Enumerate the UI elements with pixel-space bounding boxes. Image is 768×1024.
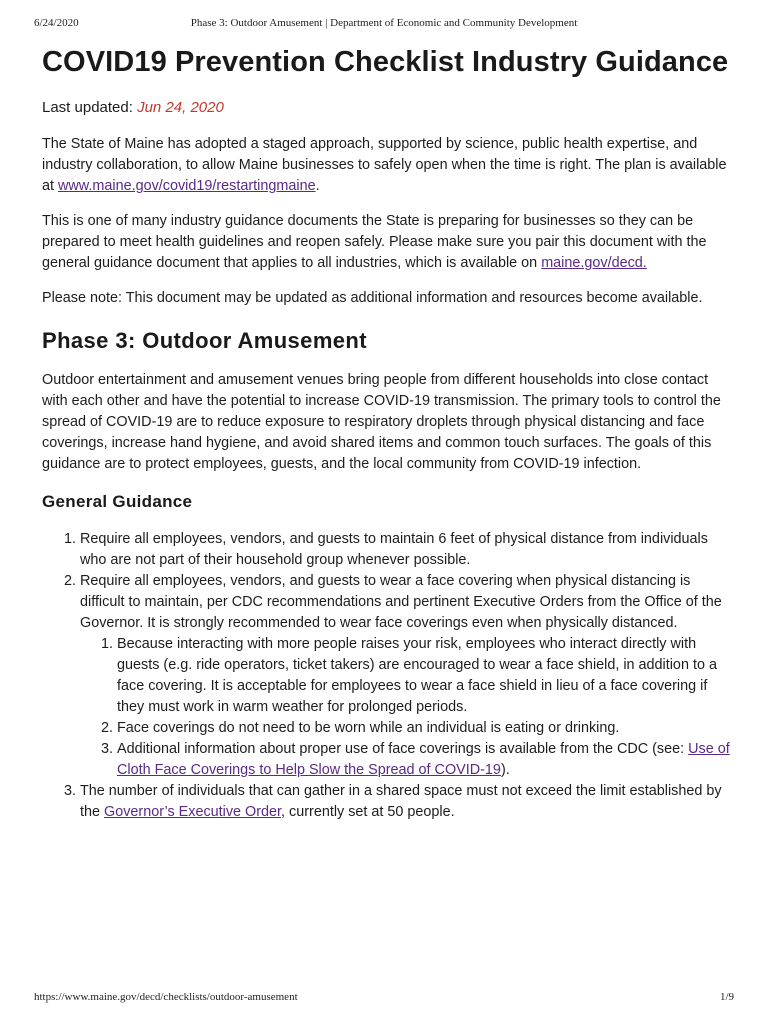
guidance-sublist (80, 634, 732, 781)
guidance-subitem-3-end: ). (500, 762, 510, 778)
guidance-subitem-3-text: Additional information about proper use of face coverings is available from the CDC (see: (117, 741, 685, 757)
print-date: 6/24/2020 (34, 17, 79, 29)
guidance-item-1: 1. Require all employees, vendors, and guests to maintain 6 feet of physical distance from individuals who are not part of their household group whenever possible. (80, 529, 732, 571)
section-heading: Phase 3: Outdoor Amusement (42, 328, 367, 353)
last-updated-date: Jun 24, 2020 (137, 99, 224, 116)
cdc-face-coverings-link[interactable]: Use of Cloth Face Coverings to Help Slow the Spread of COVID-19 (117, 741, 730, 778)
intro-paragraph-3: Please note: This document may be updated as additional information and resources become available. (42, 290, 703, 306)
general-guidance-heading: General Guidance (42, 492, 193, 511)
guidance-list (42, 529, 732, 823)
restarting-maine-link[interactable]: www.maine.gov/covid19/restartingmaine (58, 178, 316, 194)
guidance-item-3-end: , currently set at 50 people. (281, 804, 455, 820)
intro-p2-text: This is one of many industry guidance documents the State is preparing for businesses so they can be prepared to meet health guidelines and reopen safely. Please make sure you pair this document with the general guidance document that applies to all industries, which is available on (42, 213, 707, 271)
last-updated (42, 97, 732, 118)
print-footer (34, 991, 734, 1005)
print-url: https://www.maine.gov/decd/checklists/outdoor-amusement (34, 991, 298, 1003)
print-page-title: Phase 3: Outdoor Amusement | Department of Economic and Community Development (190, 17, 578, 29)
intro-p1-text: The State of Maine has adopted a staged approach, supported by science, public health expertise, and industry collaboration, to allow Maine businesses to safely open when the time is right. The plan is available at (42, 136, 727, 194)
guidance-item-2 (80, 571, 732, 781)
guidance-subitem-2: 2. Face coverings do not need to be worn while an individual is eating or drinking. (117, 718, 732, 739)
guidance-subitem-1: 1. Because interacting with more people raises your risk, employees who interact directly with guests (e.g. ride operators, ticket takers) are encouraged to wear a face shield, in addition to a face covering. It is acceptable for employees to wear a face shield in lieu of a face covering if they must work in warm weather for prolonged periods. (117, 634, 732, 718)
page-title: COVID19 Prevention Checklist Industry Guidance (42, 46, 729, 78)
last-updated-label: Last updated: (42, 99, 133, 116)
guidance-item-3 (80, 781, 732, 823)
intro-paragraph-2 (42, 211, 732, 274)
print-header (34, 17, 734, 31)
guidance-subitem-3 (117, 739, 732, 781)
intro-p1-end: . (315, 178, 320, 194)
executive-order-link[interactable]: Governor’s Executive Order (104, 804, 282, 820)
guidance-item-2-text: Require all employees, vendors, and guests to wear a face covering when physical distancing is difficult to maintain, per CDC recommendations and pertinent Executive Orders from the Office of the Governor. It is strongly recommended to wear face coverings even when physically distanced. (80, 573, 722, 631)
intro-paragraph-1 (42, 134, 732, 197)
section-body: Outdoor entertainment and amusement venues bring people from different households into close contact with each other and have the potential to increase COVID-19 transmission. The primary tools to control the spread of COVID-19 are to reduce exposure to respiratory droplets through physical distancing and face coverings, increase hand hygiene, and avoid shared items and common touch surfaces. The goals of this guidance are to protect employees, guests, and the local community from COVID-19 infection. (42, 372, 721, 472)
guidance-item-3-text: The number of individuals that can gather in a shared space must not exceed the limit established by the (80, 783, 722, 820)
decd-link[interactable]: maine.gov/decd. (541, 255, 647, 271)
main-content (42, 44, 732, 823)
page-number: 1/9 (719, 991, 734, 1003)
